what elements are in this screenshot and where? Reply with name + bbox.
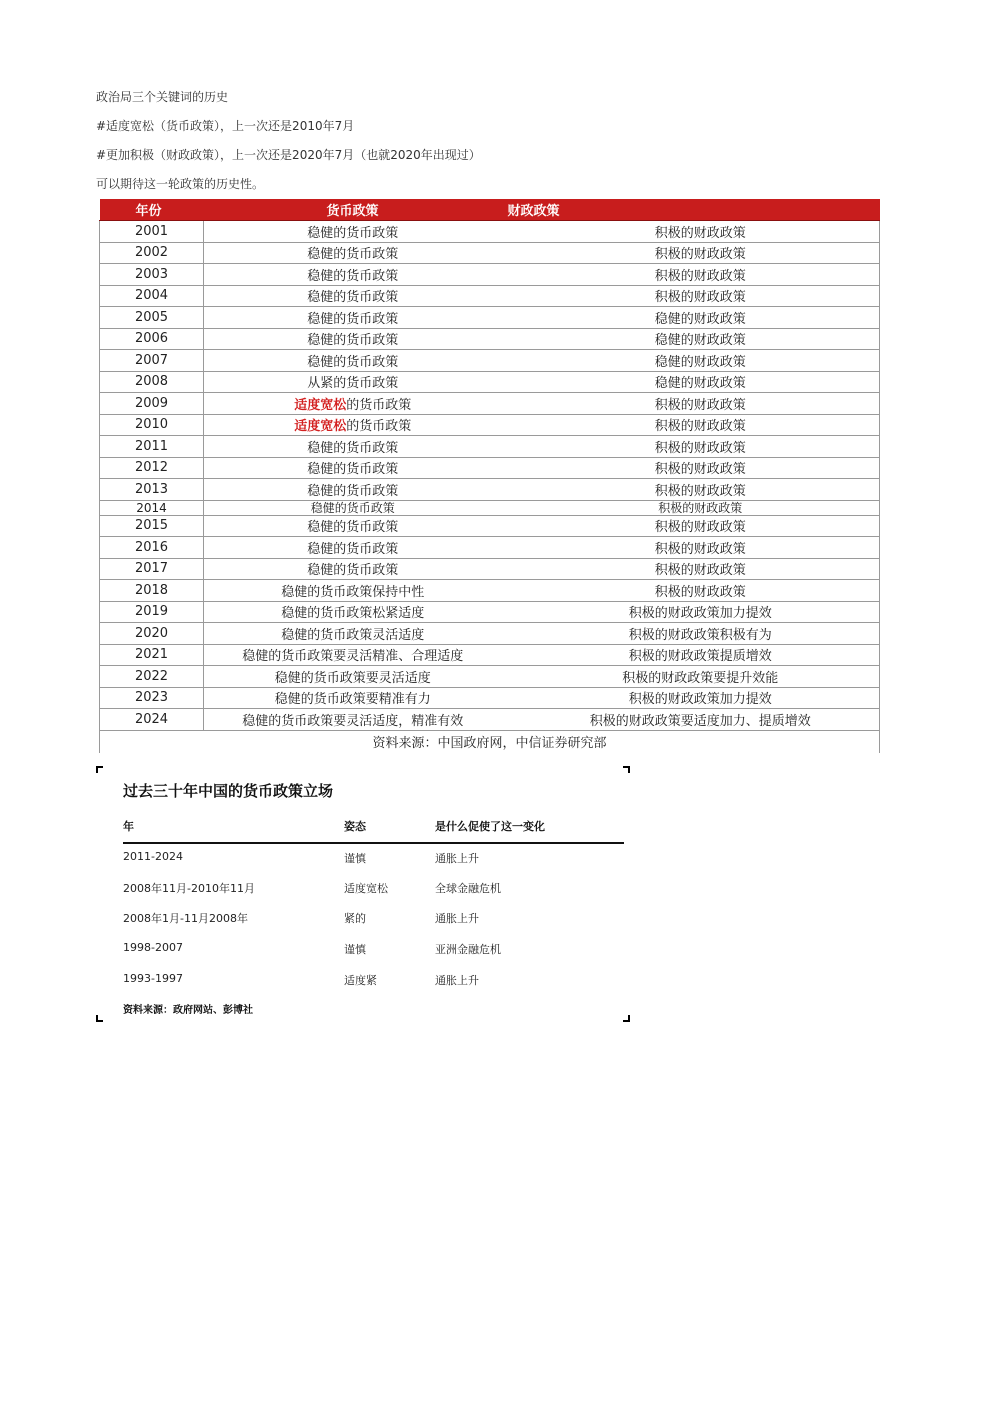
table-row [100, 285, 880, 307]
fiscal-cell: 积极的财政政策 [502, 515, 880, 537]
monetary-cell [204, 414, 502, 436]
table-row [100, 709, 880, 731]
year-cell: 2014 [100, 500, 204, 515]
monetary-cell: 稳健的货币政策 [204, 307, 502, 329]
figure-stance-cell: 适度紧 [344, 974, 377, 987]
figure-title: 过去三十年中国的货币政策立场 [123, 782, 334, 800]
intro-line-4: 可以期待这一轮政策的历史性。 [96, 177, 265, 191]
figure-cause-cell: 通胀上升 [435, 912, 479, 925]
figure-row [123, 941, 624, 955]
monetary-cell: 稳健的货币政策 [204, 285, 502, 307]
monetary-cell: 稳健的货币政策 [204, 515, 502, 537]
year-cell: 2010 [100, 414, 204, 436]
fiscal-cell: 积极的财政政策积极有为 [502, 623, 880, 645]
figure-cause-cell: 通胀上升 [435, 974, 479, 987]
monetary-cell [204, 393, 502, 415]
table-row [100, 264, 880, 286]
fiscal-cell: 积极的财政政策加力提效 [502, 687, 880, 709]
fiscal-cell: 积极的财政政策 [502, 436, 880, 458]
header-monetary: 货币政策 [204, 199, 502, 221]
policy-table-body [100, 221, 880, 753]
monetary-cell: 稳健的货币政策要灵活精准、合理适度 [204, 644, 502, 666]
year-cell: 2020 [100, 623, 204, 645]
figure-header-row [123, 818, 624, 844]
fiscal-cell: 稳健的财政政策 [502, 350, 880, 372]
table-row [100, 623, 880, 645]
table-row [100, 687, 880, 709]
year-cell: 2016 [100, 537, 204, 559]
year-cell: 2024 [100, 709, 204, 731]
fiscal-cell: 积极的财政政策要适度加力、提质增效 [502, 709, 880, 731]
table-row [100, 436, 880, 458]
figure-source: 资料来源：政府网站、彭博社 [123, 1005, 253, 1016]
highlight-text: 适度宽松 [294, 419, 347, 435]
year-cell: 2003 [100, 264, 204, 286]
year-cell: 2007 [100, 350, 204, 372]
fiscal-cell: 积极的财政政策 [502, 479, 880, 501]
figure-year-cell: 1993-1997 [123, 972, 183, 985]
table-row [100, 328, 880, 350]
table-source-row [100, 730, 880, 753]
figure-stance-cell: 紧的 [344, 912, 366, 925]
monetary-cell: 从紧的货币政策 [204, 371, 502, 393]
fiscal-cell: 积极的财政政策 [502, 242, 880, 264]
corner-mark [623, 766, 630, 773]
table-row [100, 414, 880, 436]
table-row [100, 558, 880, 580]
monetary-cell: 稳健的货币政策 [204, 457, 502, 479]
year-cell: 2017 [100, 558, 204, 580]
table-row [100, 580, 880, 602]
corner-mark [96, 1015, 103, 1022]
figure-cause-cell: 亚洲金融危机 [435, 943, 501, 956]
table-row [100, 350, 880, 372]
year-cell: 2011 [100, 436, 204, 458]
fiscal-cell: 积极的财政政策 [502, 580, 880, 602]
corner-mark [96, 766, 103, 773]
table-row [100, 515, 880, 537]
figure-stance-cell: 谨慎 [344, 943, 366, 956]
year-cell: 2004 [100, 285, 204, 307]
fiscal-cell: 积极的财政政策 [502, 221, 880, 243]
monetary-cell: 稳健的货币政策 [204, 500, 502, 515]
fiscal-cell: 积极的财政政策要提升效能 [502, 666, 880, 688]
table-row [100, 666, 880, 688]
year-cell: 2013 [100, 479, 204, 501]
figure-year-cell: 2008年1月-11月2008年 [123, 912, 248, 925]
table-row [100, 601, 880, 623]
figure-cause-cell: 通胀上升 [435, 852, 479, 865]
figure-cause-cell: 全球金融危机 [435, 882, 501, 895]
figure-row [123, 880, 624, 894]
figure-row [123, 910, 624, 924]
year-cell: 2006 [100, 328, 204, 350]
intro-line-1: 政治局三个关键词的历史 [96, 90, 229, 104]
year-cell: 2021 [100, 644, 204, 666]
figure-header-cause: 是什么促使了这一变化 [435, 820, 545, 833]
year-cell: 2005 [100, 307, 204, 329]
year-cell: 2012 [100, 457, 204, 479]
table-row [100, 479, 880, 501]
monetary-cell: 稳健的货币政策 [204, 221, 502, 243]
header-year: 年份 [100, 199, 204, 221]
year-cell: 2001 [100, 221, 204, 243]
monetary-text: 的货币政策 [346, 419, 412, 435]
fiscal-cell: 积极的财政政策加力提效 [502, 601, 880, 623]
monetary-text: 的货币政策 [346, 397, 412, 413]
fiscal-cell: 稳健的财政政策 [502, 371, 880, 393]
fiscal-cell: 积极的财政政策 [502, 285, 880, 307]
monetary-cell: 稳健的货币政策 [204, 537, 502, 559]
figure-year-cell: 2011-2024 [123, 850, 183, 863]
monetary-cell: 稳健的货币政策要灵活适度，精准有效 [204, 709, 502, 731]
table-row [100, 644, 880, 666]
table-row [100, 393, 880, 415]
year-cell: 2015 [100, 515, 204, 537]
monetary-cell: 稳健的货币政策 [204, 264, 502, 286]
monetary-cell: 稳健的货币政策要灵活适度 [204, 666, 502, 688]
table-row [100, 221, 880, 243]
table-row [100, 242, 880, 264]
policy-history-table [99, 199, 880, 753]
year-cell: 2008 [100, 371, 204, 393]
fiscal-cell: 积极的财政政策 [502, 414, 880, 436]
table-row [100, 537, 880, 559]
monetary-cell: 稳健的货币政策 [204, 242, 502, 264]
figure-row [123, 850, 624, 864]
monetary-cell: 稳健的货币政策保持中性 [204, 580, 502, 602]
year-cell: 2023 [100, 687, 204, 709]
fiscal-cell: 积极的财政政策 [502, 537, 880, 559]
monetary-cell: 稳健的货币政策 [204, 436, 502, 458]
fiscal-cell: 积极的财政政策 [502, 558, 880, 580]
policy-table-header [100, 199, 880, 221]
header-fiscal: 财政政策 [502, 199, 880, 221]
figure-year-cell: 1998-2007 [123, 941, 183, 954]
year-cell: 2022 [100, 666, 204, 688]
figure-header-year: 年 [123, 820, 134, 833]
table-source: 资料来源：中国政府网，中信证券研究部 [100, 730, 880, 753]
monetary-cell: 稳健的货币政策 [204, 479, 502, 501]
fiscal-cell: 积极的财政政策提质增效 [502, 644, 880, 666]
corner-mark [623, 1015, 630, 1022]
monetary-cell: 稳健的货币政策 [204, 558, 502, 580]
year-cell: 2018 [100, 580, 204, 602]
table-row [100, 500, 880, 515]
monetary-cell: 稳健的货币政策松紧适度 [204, 601, 502, 623]
figure-stance-cell: 谨慎 [344, 852, 366, 865]
table-row [100, 307, 880, 329]
monetary-stance-figure [96, 766, 630, 1022]
highlight-text: 适度宽松 [294, 397, 347, 413]
monetary-cell: 稳健的货币政策 [204, 328, 502, 350]
figure-stance-cell: 适度宽松 [344, 882, 388, 895]
monetary-cell: 稳健的货币政策灵活适度 [204, 623, 502, 645]
figure-year-cell: 2008年11月-2010年11月 [123, 882, 255, 895]
table-row [100, 457, 880, 479]
year-cell: 2002 [100, 242, 204, 264]
figure-header-stance: 姿态 [344, 820, 366, 833]
table-row [100, 371, 880, 393]
intro-line-3: #更加积极（财政政策），上一次还是2020年7月（也就2020年出现过） [96, 148, 481, 162]
fiscal-cell: 积极的财政政策 [502, 264, 880, 286]
fiscal-cell: 积极的财政政策 [502, 500, 880, 515]
intro-line-2: #适度宽松（货币政策），上一次还是2010年7月 [96, 119, 355, 133]
year-cell: 2019 [100, 601, 204, 623]
fiscal-cell: 积极的财政政策 [502, 457, 880, 479]
fiscal-cell: 稳健的财政政策 [502, 328, 880, 350]
figure-row [123, 972, 624, 986]
year-cell: 2009 [100, 393, 204, 415]
fiscal-cell: 稳健的财政政策 [502, 307, 880, 329]
monetary-cell: 稳健的货币政策要精准有力 [204, 687, 502, 709]
monetary-cell: 稳健的货币政策 [204, 350, 502, 372]
fiscal-cell: 积极的财政政策 [502, 393, 880, 415]
